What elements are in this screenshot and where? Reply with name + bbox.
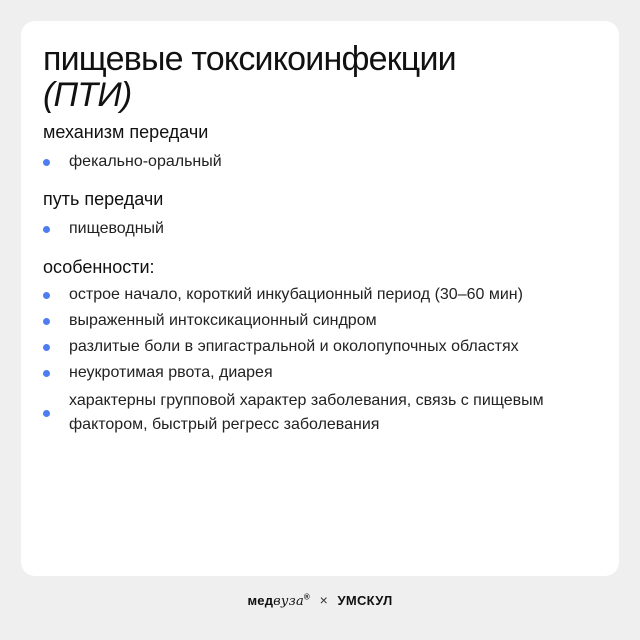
list-item <box>43 217 603 241</box>
bullet-dot-icon <box>43 159 50 166</box>
list-mechanism <box>43 150 603 174</box>
list-item <box>43 335 603 359</box>
bullet-dot-icon <box>43 318 50 325</box>
title-main: пищевые токсикоинфекции <box>43 40 456 78</box>
content-card <box>21 21 619 576</box>
bullet-dot-icon <box>43 226 50 233</box>
bullet-dot-icon <box>43 410 50 417</box>
title-abbreviation: (ПТИ) <box>43 76 132 114</box>
list-item-text: характерны групповой характер заболевания, связь с пищевым фактором, быстрый регресс заболевания <box>69 392 544 433</box>
list-item-text: разлитые боли в эпигастральной и околопупочных областях <box>69 338 519 355</box>
list-item-text: выраженный интоксикационный синдром <box>69 312 377 329</box>
list-item <box>43 150 603 174</box>
brand-logo-umskul: УМСКУЛ <box>337 593 393 608</box>
brand-logo-medvuza: медвуза® <box>247 592 311 609</box>
bullet-dot-icon <box>43 344 50 351</box>
list-route <box>43 217 603 241</box>
list-item <box>43 361 603 385</box>
list-item-text: острое начало, короткий инкубационный период (30–60 мин) <box>69 286 523 303</box>
list-item-text: фекально-оральный <box>69 153 222 170</box>
section-heading-route: путь передачи <box>43 189 164 209</box>
footer-brand <box>0 592 640 609</box>
section-heading-features: особенности: <box>43 257 155 277</box>
bullet-dot-icon <box>43 292 50 299</box>
list-features <box>43 283 603 437</box>
list-item <box>43 389 603 437</box>
list-item-text: пищеводный <box>69 220 164 237</box>
section-heading-mechanism: механизм передачи <box>43 122 209 142</box>
list-item <box>43 283 603 307</box>
list-item <box>43 309 603 333</box>
brand-separator: × <box>319 592 328 608</box>
list-item-text: неукротимая рвота, диарея <box>69 364 273 381</box>
bullet-dot-icon <box>43 370 50 377</box>
page-title <box>43 41 456 113</box>
